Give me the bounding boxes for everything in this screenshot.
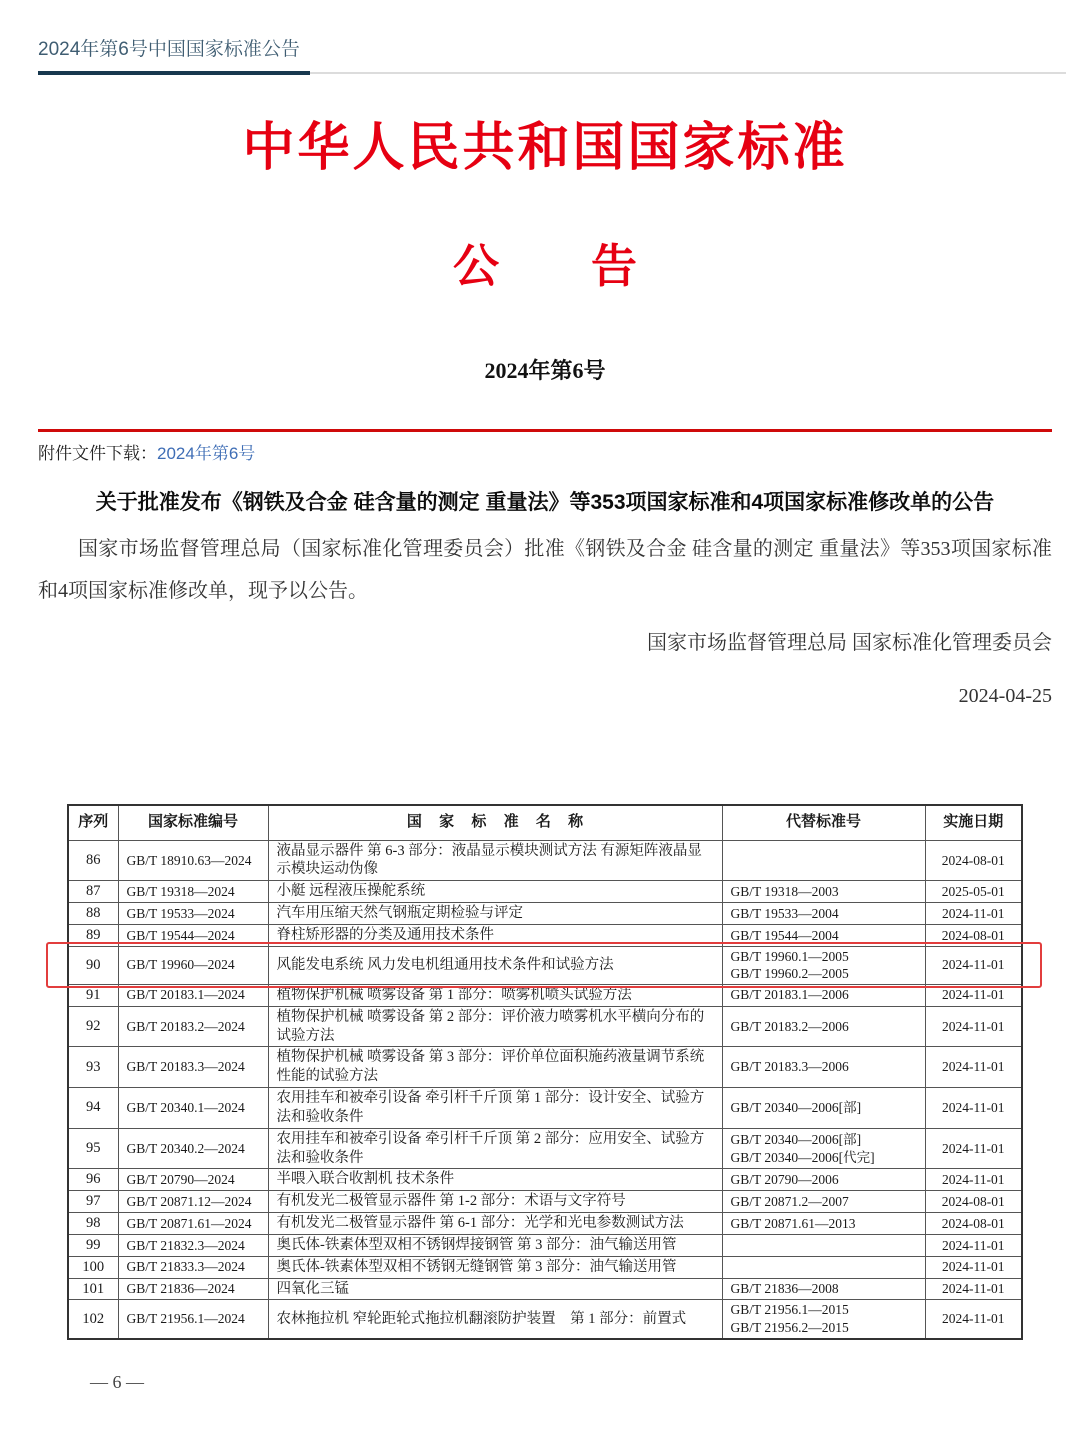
replaced-standard-line: GB/T 20340—2006[部] — [730, 1132, 862, 1148]
date-cell: 2024-11-01 — [925, 1169, 1022, 1191]
table-row — [68, 903, 1022, 925]
page-number: — 6 — — [90, 1371, 144, 1392]
announcement-body: 国家市场监督管理总局（国家标准化管理委员会）批准《钢铁及合金 硅含量的测定 重量法》等353项国家标准和4项国家标准修改单，现予以公告。 — [38, 538, 1052, 602]
replaced-standard-line: GB/T 19960.2—2005 — [730, 966, 849, 982]
date-cell: 2024-11-01 — [925, 1088, 1022, 1129]
seq-cell: 90 — [68, 946, 118, 984]
name-cell: 有机发光二极管显示器件 第 1-2 部分：术语与文字符号 — [268, 1191, 722, 1213]
table-row — [68, 984, 1022, 1006]
header-divider-dark — [38, 71, 310, 75]
column-header: 序列 — [68, 805, 118, 840]
replaced-standard-line: GB/T 21836—2008 — [730, 1281, 839, 1297]
code-cell: GB/T 21833.3—2024 — [118, 1256, 268, 1278]
seq-cell: 89 — [68, 924, 118, 946]
code-cell: GB/T 21956.1—2024 — [118, 1300, 268, 1339]
code-cell: GB/T 19318—2024 — [118, 881, 268, 903]
code-cell: GB/T 21832.3—2024 — [118, 1234, 268, 1256]
seq-cell: 101 — [68, 1278, 118, 1300]
replaced-cell — [722, 1006, 925, 1047]
seq-cell: 95 — [68, 1128, 118, 1169]
date-cell: 2024-11-01 — [925, 903, 1022, 925]
code-cell: GB/T 20790—2024 — [118, 1169, 268, 1191]
seq-cell: 93 — [68, 1047, 118, 1088]
replaced-standard-line: GB/T 20871.2—2007 — [730, 1193, 849, 1209]
name-cell: 农用挂车和被牵引设备 牵引杆千斤顶 第 2 部分：应用安全、试验方法和验收条件 — [268, 1128, 722, 1169]
table-row — [68, 1047, 1022, 1088]
name-cell: 液晶显示器件 第 6-3 部分：液晶显示模块测试方法 有源矩阵液晶显示模块运动伪像 — [268, 840, 722, 881]
name-cell: 植物保护机械 喷雾设备 第 1 部分：喷雾机喷头试验方法 — [268, 984, 722, 1006]
code-cell: GB/T 20183.1—2024 — [118, 984, 268, 1006]
table-row — [68, 1234, 1022, 1256]
code-cell: GB/T 20183.3—2024 — [118, 1047, 268, 1088]
seq-cell: 88 — [68, 903, 118, 925]
date-cell: 2024-08-01 — [925, 840, 1022, 881]
replaced-cell — [722, 1213, 925, 1235]
code-cell: GB/T 19960—2024 — [118, 946, 268, 984]
date-cell: 2024-08-01 — [925, 1213, 1022, 1235]
seq-cell: 92 — [68, 1006, 118, 1047]
date-cell: 2024-11-01 — [925, 984, 1022, 1006]
replaced-cell — [722, 881, 925, 903]
table-row — [68, 1006, 1022, 1047]
name-cell: 小艇 远程液压操舵系统 — [268, 881, 722, 903]
replaced-standard-line: GB/T 20183.1—2006 — [730, 987, 849, 1003]
attachment-link[interactable]: 2024年第6号 — [157, 444, 256, 463]
date-cell: 2024-11-01 — [925, 1047, 1022, 1088]
date-cell: 2024-11-01 — [925, 1128, 1022, 1169]
name-cell: 脊柱矫形器的分类及通用技术条件 — [268, 924, 722, 946]
table-row — [68, 1300, 1022, 1339]
seq-cell: 98 — [68, 1213, 118, 1235]
table-header-row — [68, 805, 1022, 840]
replaced-standard-line: GB/T 20790—2006 — [730, 1172, 839, 1188]
name-cell: 植物保护机械 喷雾设备 第 3 部分：评价单位面积施药液量调节系统性能的试验方法 — [268, 1047, 722, 1088]
replaced-standard-line: GB/T 20871.61—2013 — [730, 1215, 856, 1231]
name-cell: 农用挂车和被牵引设备 牵引杆千斤顶 第 1 部分：设计安全、试验方法和验收条件 — [268, 1088, 722, 1129]
seq-cell: 94 — [68, 1088, 118, 1129]
column-header: 国家标准编号 — [118, 805, 268, 840]
announcement-date: 2024-04-25 — [958, 685, 1052, 707]
seq-cell: 97 — [68, 1191, 118, 1213]
table-row — [68, 1213, 1022, 1235]
name-cell: 奥氏体-铁素体型双相不锈钢焊接钢管 第 3 部分：油气输送用管 — [268, 1234, 722, 1256]
replaced-standard-line: GB/T 20183.3—2006 — [730, 1059, 849, 1075]
replaced-standard-line: GB/T 19960.1—2005 — [730, 948, 849, 964]
replaced-cell — [722, 946, 925, 984]
replaced-standard-line: GB/T 19544—2004 — [730, 927, 839, 943]
attachment-label: 附件文件下载： — [38, 444, 157, 463]
replaced-standard-line: GB/T 20340—2006[部] — [730, 1100, 862, 1116]
code-cell: GB/T 18910.63—2024 — [118, 840, 268, 881]
column-header: 实施日期 — [925, 805, 1022, 840]
replaced-cell — [722, 984, 925, 1006]
date-cell: 2024-11-01 — [925, 1278, 1022, 1300]
standards-table-container — [38, 804, 1052, 1340]
replaced-cell — [722, 1128, 925, 1169]
replaced-cell — [722, 1234, 925, 1256]
code-cell: GB/T 21836—2024 — [118, 1278, 268, 1300]
table-row — [68, 840, 1022, 881]
name-cell: 四氧化三锰 — [268, 1278, 722, 1300]
issue-number: 2024年第6号 — [484, 358, 606, 383]
replaced-cell — [722, 1278, 925, 1300]
table-row — [68, 1088, 1022, 1129]
table-row — [68, 1256, 1022, 1278]
replaced-cell — [722, 1169, 925, 1191]
table-body — [68, 840, 1022, 1339]
seq-cell: 86 — [68, 840, 118, 881]
header-divider — [38, 71, 1052, 75]
replaced-standard-line: GB/T 21956.1—2015 — [730, 1302, 849, 1318]
date-cell: 2024-11-01 — [925, 1234, 1022, 1256]
document-subtitle: 公 告 — [453, 241, 637, 292]
page-header-title: 2024年第6号中国国家标准公告 — [38, 39, 300, 60]
column-header: 代替标准号 — [722, 805, 925, 840]
column-header: 国 家 标 准 名 称 — [268, 805, 722, 840]
name-cell: 半喂入联合收割机 技术条件 — [268, 1169, 722, 1191]
issuing-authorities: 国家市场监督管理总局 国家标准化管理委员会 — [647, 632, 1052, 654]
name-cell: 有机发光二极管显示器件 第 6-1 部分：光学和光电参数测试方法 — [268, 1213, 722, 1235]
name-cell: 奥氏体-铁素体型双相不锈钢无缝钢管 第 3 部分：油气输送用管 — [268, 1256, 722, 1278]
replaced-standard-line: GB/T 19318—2003 — [730, 883, 839, 899]
date-cell: 2024-08-01 — [925, 924, 1022, 946]
replaced-cell — [722, 1047, 925, 1088]
table-row — [68, 924, 1022, 946]
code-cell: GB/T 20340.2—2024 — [118, 1128, 268, 1169]
replaced-cell — [722, 924, 925, 946]
date-cell: 2024-11-01 — [925, 1300, 1022, 1339]
seq-cell: 99 — [68, 1234, 118, 1256]
table-row — [68, 946, 1022, 984]
red-divider — [38, 429, 1052, 432]
seq-cell: 91 — [68, 984, 118, 1006]
replaced-cell — [722, 903, 925, 925]
replaced-cell — [722, 1256, 925, 1278]
seq-cell: 102 — [68, 1300, 118, 1339]
replaced-standard-line: GB/T 20340—2006[代完] — [730, 1149, 875, 1165]
code-cell: GB/T 19533—2024 — [118, 903, 268, 925]
standards-table — [67, 804, 1023, 1340]
attachment-row — [38, 439, 1052, 464]
replaced-standard-line: GB/T 21956.2—2015 — [730, 1320, 849, 1336]
code-cell: GB/T 20871.61—2024 — [118, 1213, 268, 1235]
table-row — [68, 881, 1022, 903]
code-cell: GB/T 19544—2024 — [118, 924, 268, 946]
seq-cell: 100 — [68, 1256, 118, 1278]
replaced-standard-line: GB/T 20183.2—2006 — [730, 1018, 849, 1034]
date-cell: 2024-11-01 — [925, 1256, 1022, 1278]
code-cell: GB/T 20340.1—2024 — [118, 1088, 268, 1129]
date-cell: 2024-11-01 — [925, 1006, 1022, 1047]
date-cell: 2024-11-01 — [925, 946, 1022, 984]
replaced-standard-line: GB/T 19533—2004 — [730, 905, 839, 921]
announcement-heading: 关于批准发布《钢铁及合金 硅含量的测定 重量法》等353项国家标准和4项国家标准修改单的公告 — [95, 491, 995, 514]
table-row — [68, 1128, 1022, 1169]
table-row — [68, 1278, 1022, 1300]
code-cell: GB/T 20871.12—2024 — [118, 1191, 268, 1213]
code-cell: GB/T 20183.2—2024 — [118, 1006, 268, 1047]
document-title: 中华人民共和国国家标准 — [242, 120, 848, 177]
date-cell: 2025-05-01 — [925, 881, 1022, 903]
name-cell: 农林拖拉机 窄轮距轮式拖拉机翻滚防护装置 第 1 部分：前置式 — [268, 1300, 722, 1339]
name-cell: 风能发电系统 风力发电机组通用技术条件和试验方法 — [268, 946, 722, 984]
date-cell: 2024-08-01 — [925, 1191, 1022, 1213]
site-header — [38, 34, 1052, 75]
replaced-cell — [722, 1191, 925, 1213]
seq-cell: 96 — [68, 1169, 118, 1191]
table-row — [68, 1169, 1022, 1191]
replaced-cell — [722, 1300, 925, 1339]
table-row — [68, 1191, 1022, 1213]
name-cell: 汽车用压缩天然气钢瓶定期检验与评定 — [268, 903, 722, 925]
seq-cell: 87 — [68, 881, 118, 903]
replaced-cell — [722, 1088, 925, 1129]
name-cell: 植物保护机械 喷雾设备 第 2 部分：评价液力喷雾机水平横向分布的试验方法 — [268, 1006, 722, 1047]
replaced-cell — [722, 840, 925, 881]
